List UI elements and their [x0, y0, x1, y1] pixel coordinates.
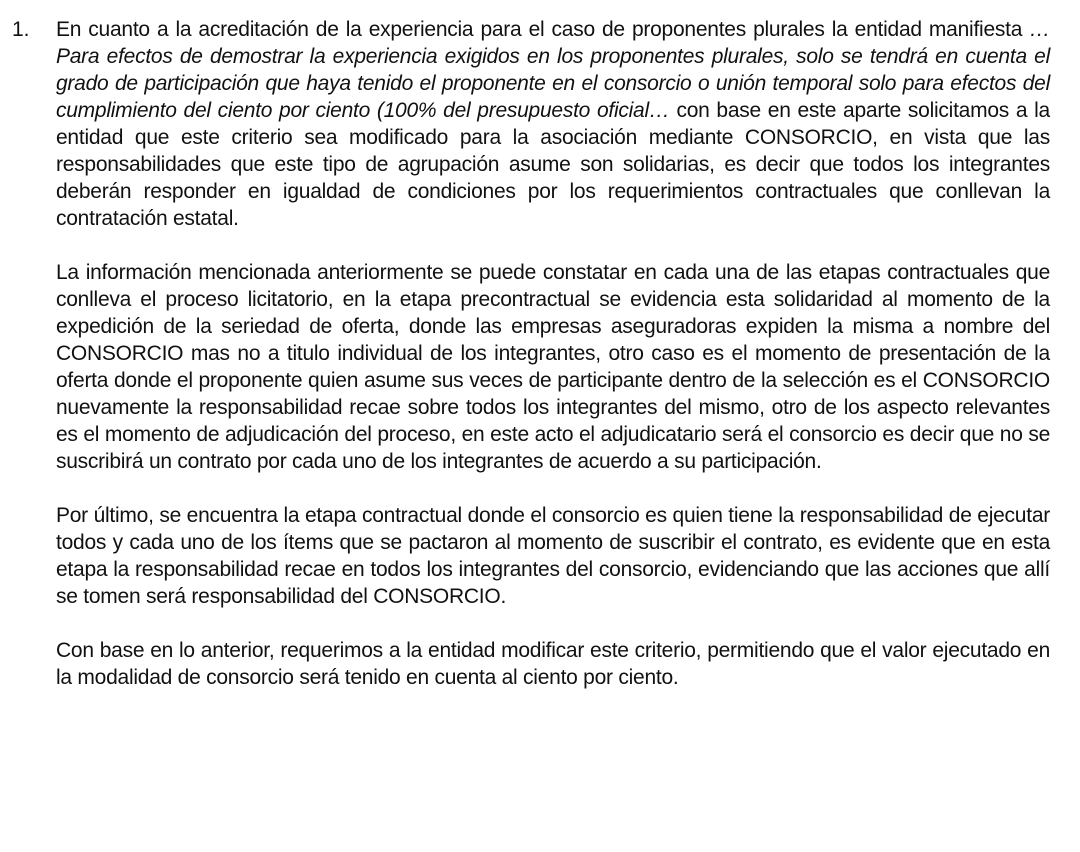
paragraph-1-rest: con base en este aparte solicitamos a la entidad que este criterio sea modificado para la asociación mediante CONSORCIO, en vista que las responsabilidades que este tipo de agrupación asume son solidarias, es decir que todos los integrantes deberán responder en igualdad de condiciones por los requerimientos contractuales que conllevan la contratación estatal. [56, 99, 1050, 230]
paragraph-1-quote: …Para efectos de demostrar la experiencia exigidos en los proponentes plurales, solo se tendrá en cuenta el grado de participación que haya tenido el proponente en el consorcio o unión temporal solo para efectos del cumplimiento del ciento por ciento (100% del presupuesto oficial… [56, 18, 1050, 122]
numbered-item [12, 16, 1050, 691]
paragraph-4: Con base en lo anterior, requerimos a la entidad modificar este criterio, permitiendo que el valor ejecutado en la modalidad de consorcio será tenido en cuenta al ciento por ciento. [56, 639, 1050, 689]
paragraph-2: La información mencionada anteriormente se puede constatar en cada una de las etapas contractuales que conlleva el proceso licitatorio, en la etapa precontractual se evidencia esta solidaridad al momento de la expedición de la seriedad de oferta, donde las empresas aseguradoras expiden la misma a nombre del CONSORCIO mas no a titulo individual de los integrantes, otro caso es el momento de presentación de la oferta donde el proponente quien asume sus veces de participante dentro de la selección es el CONSORCIO nuevamente la responsabilidad recae sobre todos los integrantes del mismo, otro de los aspecto relevantes es el momento de adjudicación del proceso, en este acto el adjudicatario será el consorcio es decir que no se suscribirá un contrato por cada uno de los integrantes de acuerdo a su participación. [56, 261, 1050, 473]
item-number: 1. [12, 18, 30, 41]
item-body [56, 16, 1050, 691]
paragraph-3: Por último, se encuentra la etapa contractual donde el consorcio es quien tiene la responsabilidad de ejecutar todos y cada uno de los ítems que se pactaron al momento de suscribir el contrato, es evidente que en esta etapa la responsabilidad recae en todos los integrantes del consorcio, evidenciando que las acciones que allí se tomen será responsabilidad del CONSORCIO. [56, 504, 1050, 608]
paragraph-1-intro: En cuanto a la acreditación de la experiencia para el caso de proponentes plurales la entidad manifiesta [56, 18, 1030, 41]
paragraph-1 [56, 16, 1050, 232]
